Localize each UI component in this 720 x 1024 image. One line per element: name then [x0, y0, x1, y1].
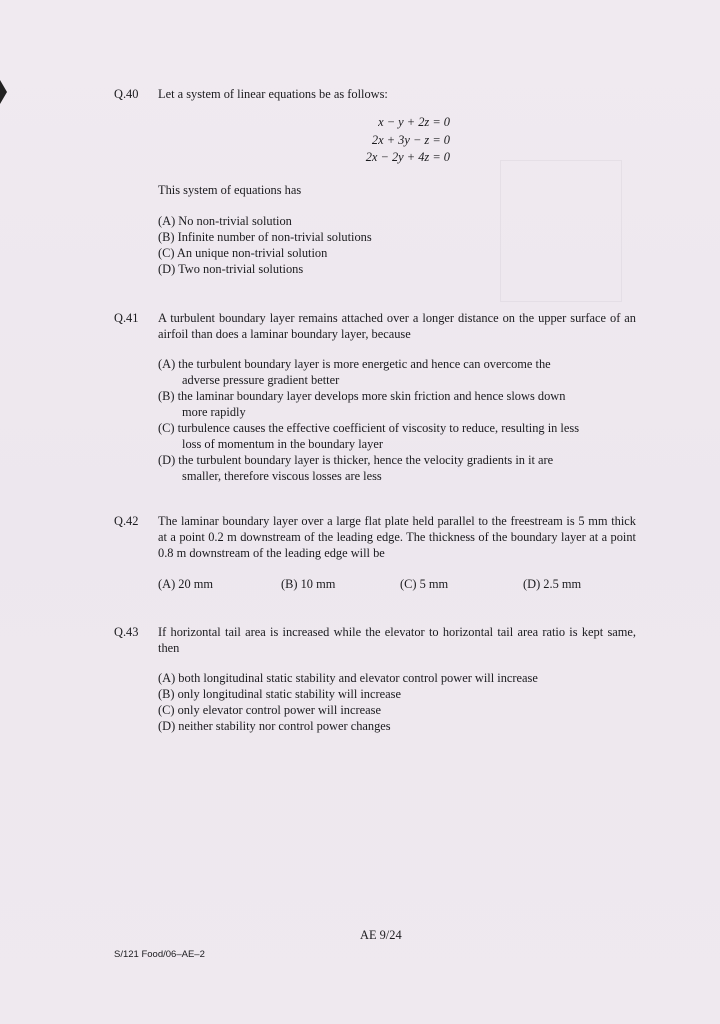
- option-d: (D) neither stability nor control power changes: [158, 719, 391, 733]
- question-stem: A turbulent boundary layer remains attached over a longer distance on the upper surface of an airfoil than does a laminar boundary layer, because: [158, 311, 636, 341]
- option-b: (B) 10 mm: [281, 577, 336, 591]
- page-number: AE 9/24: [360, 928, 402, 942]
- option-list: [158, 213, 636, 277]
- option-d-continued: smaller, therefore viscous losses are less: [182, 469, 382, 483]
- option-c: (C) 5 mm: [400, 577, 449, 591]
- option-c: (C) An unique non-trivial solution: [158, 246, 328, 260]
- option-a: (A) No non-trivial solution: [158, 214, 292, 228]
- question-number: Q.41: [114, 311, 139, 325]
- option-b: (B) only longitudinal static stability will increase: [158, 687, 401, 701]
- option-list: [158, 670, 636, 734]
- margin-mark: [0, 80, 7, 104]
- option-b-continued: more rapidly: [182, 405, 246, 419]
- option-c: (C) turbulence causes the effective coefficient of viscosity to reduce, resulting in less: [158, 421, 580, 435]
- question-stem: If horizontal tail area is increased while the elevator to horizontal tail area ratio is kept same, then: [158, 625, 636, 655]
- paper-code: S/121 Food/06–AE–2: [114, 949, 205, 960]
- option-c: (C) only elevator control power will increase: [158, 703, 381, 717]
- option-a-continued: adverse pressure gradient better: [182, 373, 340, 387]
- option-c-continued: loss of momentum in the boundary layer: [182, 437, 383, 451]
- option-a: (A) 20 mm: [158, 577, 214, 591]
- question-number: Q.43: [114, 625, 139, 639]
- equation-3: 2x − 2y + 4z = 0: [365, 150, 450, 164]
- equation-1: x − y + 2z = 0: [378, 115, 450, 129]
- question-number: Q.40: [114, 87, 139, 101]
- question-stem: Let a system of linear equations be as follows:: [158, 87, 388, 101]
- option-a: (A) both longitudinal static stability and elevator control power will increase: [158, 671, 538, 685]
- question-lead: This system of equations has: [158, 183, 302, 197]
- question-stem: The laminar boundary layer over a large flat plate held parallel to the freestream is 5 mm thick at a point 0.2 m downstream of the leading edge. The thickness of the boundary layer at a point 0.8 m downstream of the leading edge will be: [158, 514, 636, 560]
- option-d: (D) the turbulent boundary layer is thicker, hence the velocity gradients in it are: [158, 453, 554, 467]
- equation-2: 2x + 3y − z = 0: [371, 133, 450, 147]
- option-d: (D) 2.5 mm: [523, 577, 582, 591]
- option-a: (A) the turbulent boundary layer is more energetic and hence can overcome the: [158, 357, 551, 371]
- option-list: [158, 356, 636, 484]
- option-d: (D) Two non-trivial solutions: [158, 262, 304, 276]
- option-b: (B) the laminar boundary layer develops more skin friction and hence slows down: [158, 389, 566, 403]
- option-b: (B) Infinite number of non-trivial solutions: [158, 230, 372, 244]
- question-number: Q.42: [114, 514, 139, 528]
